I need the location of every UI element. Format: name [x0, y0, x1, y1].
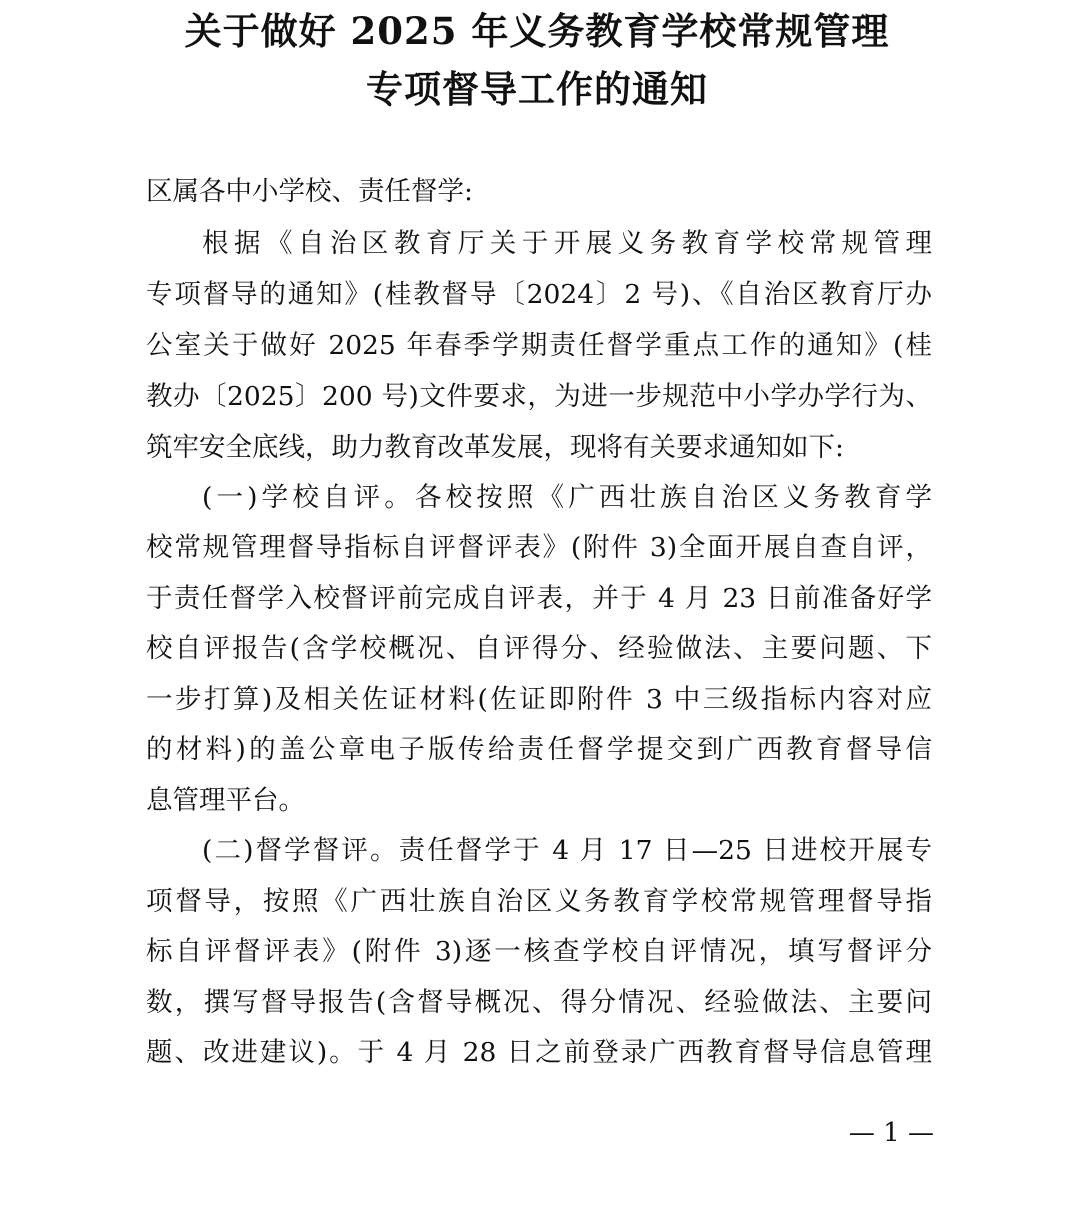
paragraph-line: 筑牢安全底线，助力教育改革发展，现将有关要求通知如下:: [146, 432, 844, 463]
paragraph-line: 校自评报告(含学校概况、自评得分、经验做法、主要问题、下: [146, 633, 932, 664]
paragraph-line: 专项督导的通知》(桂教督导〔2024〕2 号)、《自治区教育厅办: [146, 279, 932, 310]
paragraph-line: 于责任督学入校督评前完成自评表，并于 4 月 23 日前准备好学: [146, 583, 932, 614]
page-number: — 1 —: [848, 1118, 934, 1148]
paragraph-line: (二)督学督评。责任督学于 4 月 17 日—25 日进校开展专: [202, 835, 932, 866]
paragraph-line: 标自评督评表》(附件 3)逐一核查学校自评情况，填写督评分: [146, 936, 932, 967]
paragraph-line: 题、改进建议)。于 4 月 28 日之前登录广西教育督导信息管理: [146, 1037, 932, 1068]
paragraph-line: 数，撰写督导报告(含督导概况、得分情况、经验做法、主要问: [146, 987, 932, 1018]
paragraph-line: 公室关于做好 2025 年春季学期责任督学重点工作的通知》(桂: [146, 330, 932, 361]
paragraph-line: 的材料)的盖公章电子版传给责任督学提交到广西教育督导信: [146, 734, 932, 765]
paragraph-line: 息管理平台。: [146, 785, 305, 816]
paragraph-line: 校常规管理督导指标自评督评表》(附件 3)全面开展自查自评，: [146, 532, 932, 563]
document-title-line-1: 关于做好 2025 年义务教育学校常规管理: [184, 9, 890, 53]
salutation: 区属各中小学校、责任督学:: [146, 176, 473, 207]
paragraph-line: 项督导，按照《广西壮族自治区义务教育学校常规管理督导指: [146, 886, 932, 917]
paragraph-line: 根据《自治区教育厅关于开展义务教育学校常规管理: [202, 228, 932, 259]
paragraph-line: 教办〔2025〕200 号)文件要求，为进一步规范中小学办学行为、: [146, 381, 932, 412]
paragraph-line: (一)学校自评。各校按照《广西壮族自治区义务教育学: [202, 482, 932, 513]
document-title-line-2: 专项督导工作的通知: [366, 67, 708, 111]
paragraph-line: 一步打算)及相关佐证材料(佐证即附件 3 中三级指标内容对应: [146, 684, 932, 715]
